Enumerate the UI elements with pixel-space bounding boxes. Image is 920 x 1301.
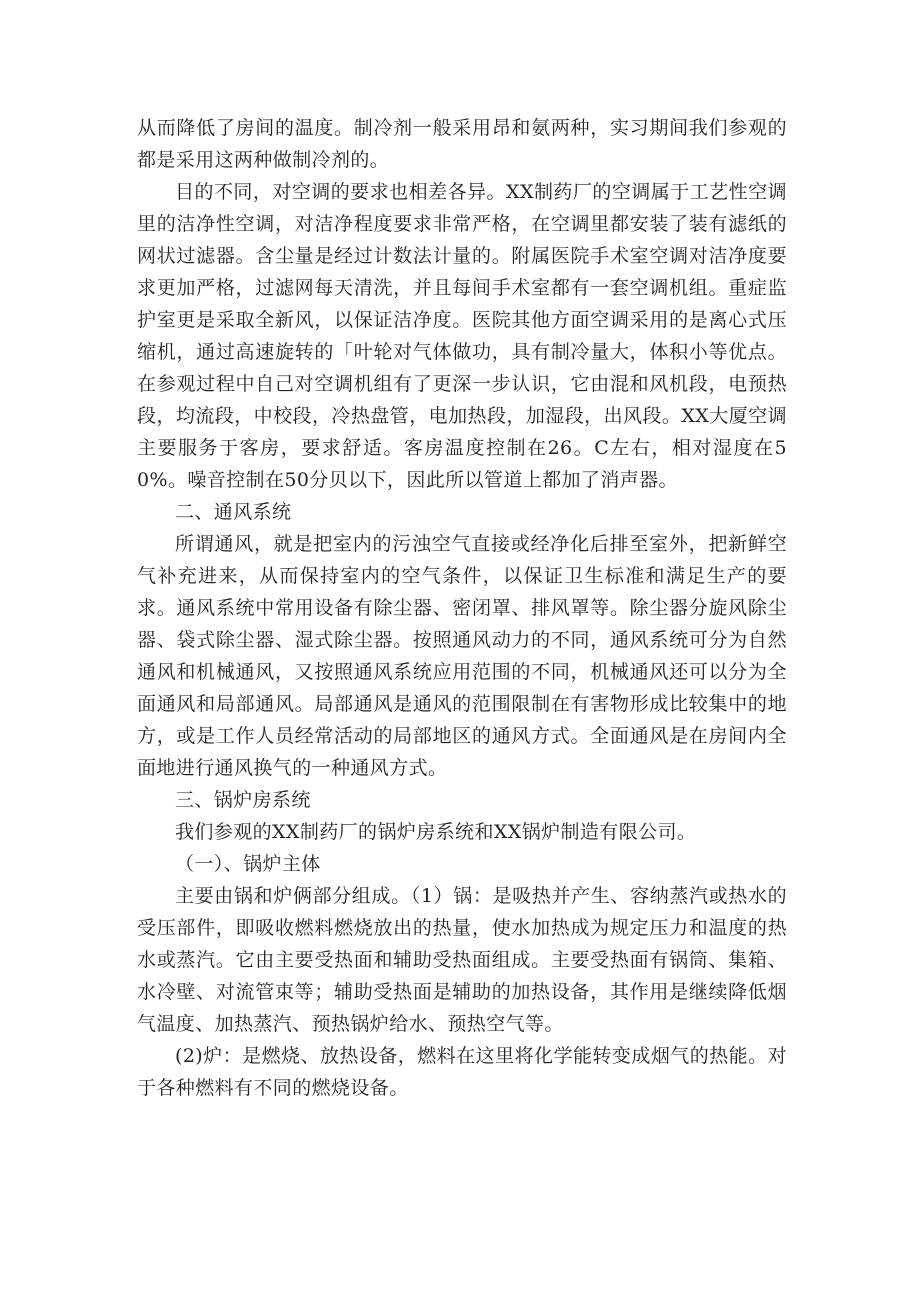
document-body xyxy=(137,112,787,1104)
paragraph-boiler-visit: 我们参观的XX制药厂的锅炉房系统和XX锅炉制造有限公司。 xyxy=(175,821,697,843)
paragraph-ventilation: 所谓通风，就是把室内的污浊空气直接或经净化后排至室外，把新鲜空气补充进来，从而保持室内的空气条件，以保证卫生标准和满足生产的要求。通风系统中常用设备有除尘器、密闭罩、排风罩等。除尘器分旋风除尘器、袋式除尘器、湿式除尘器。按照通风动力的不同，通风系统可分为自然通风和机械通风，又按照通风系统应用范围的不同，机械通风还可以分为全面通风和局部通风。局部通风是通风的范围限制在有害物形成比较集中的地方，或是工作人员经常活动的局部地区的通风方式。全面通风是在房间内全面地进行通风换气的一种通风方式。 xyxy=(137,533,787,779)
section-heading-ventilation: 二、通风系统 xyxy=(175,501,292,523)
paragraph-boiler-components: 主要由锅和炉俩部分组成。（1）锅：是吸热并产生、容纳蒸汽或热水的受压部件，即吸收燃料燃烧放出的热量，使水加热成为规定压力和温度的热水或蒸汽。它由主要受热面和辅助受热面组成。主要受热面有锅筒、集箱、水冷壁、对流管束等；辅助受热面是辅助的加热设备，其作用是继续降低烟气温度、加热蒸汽、预热锅炉给水、预热空气等。 xyxy=(137,885,787,1035)
section-heading-boiler-room: 三、锅炉房系统 xyxy=(175,789,311,811)
paragraph-furnace: (2)炉：是燃烧、放热设备，燃料在这里将化学能转变成烟气的热能。对于各种燃料有不同的燃烧设备。 xyxy=(137,1045,787,1099)
paragraph-refrigerant: 从而降低了房间的温度。制冷剂一般采用昂和氨两种，实习期间我们参观的都是采用这两种做制冷剂的。 xyxy=(137,117,787,171)
subheading-boiler-body: （一）、锅炉主体 xyxy=(175,853,321,875)
paragraph-air-conditioning: 目的不同，对空调的要求也相差各异。XX制药厂的空调属于工艺性空调里的洁净性空调，对洁净程度要求非常严格，在空调里都安装了装有滤纸的网状过滤器。含尘量是经过计数法计量的。附属医院手术室空调对洁净度要求更加严格，过滤网每天清洗，并且每间手术室都有一套空调机组。重症监护室更是采取全新风，以保证洁净度。医院其他方面空调采用的是离心式压缩机，通过高速旋转的「叶轮对气体做功，具有制冷量大，体积小等优点。在参观过程中自己对空调机组有了更深一步认识，它由混和风机段，电预热段，均流段，中校段，冷热盘管，电加热段，加湿段，出风段。XX大厦空调主要服务于客房，要求舒适。客房温度控制在26。C左右，相对湿度在50%。噪音控制在50分贝以下，因此所以管道上都加了消声器。 xyxy=(137,181,787,491)
